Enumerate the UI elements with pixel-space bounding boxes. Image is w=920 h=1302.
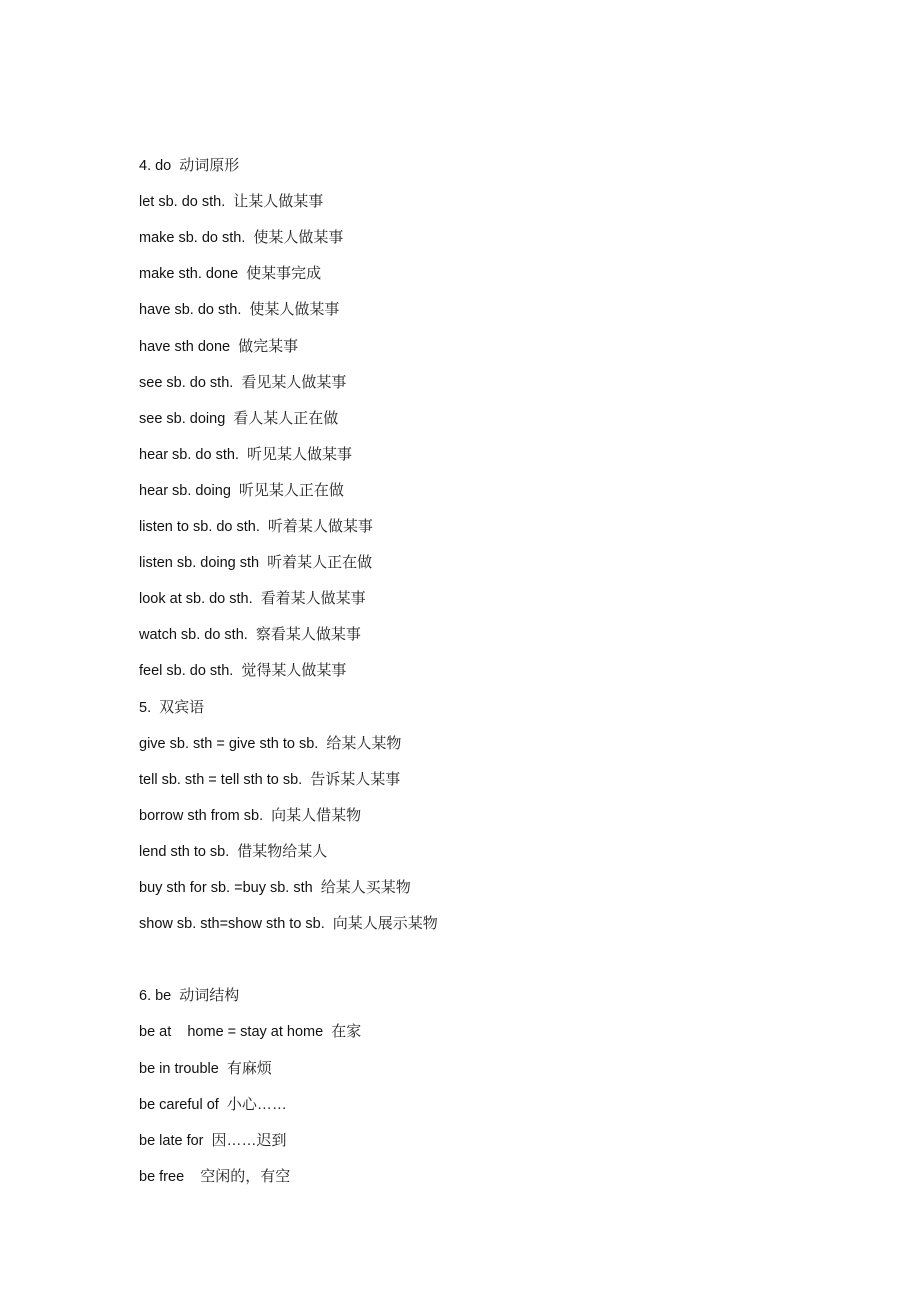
chinese-meaning: 使某事完成 [246,265,322,283]
english-phrase: let sb. do sth. [139,194,226,211]
phrase-line [139,156,239,176]
phrase-line [139,1095,287,1115]
phrase-line [139,806,361,826]
phrase-line [139,445,352,465]
chinese-meaning: 听见某人正在做 [238,481,344,499]
phrase-line [139,264,321,284]
phrase-line [139,517,373,537]
chinese-meaning: 小心…… [226,1095,287,1113]
english-phrase: be in trouble [139,1060,219,1077]
phrase-line [139,698,204,718]
chinese-meaning: 听着某人做某事 [267,518,373,535]
phrase-line [139,192,323,212]
chinese-meaning: 使某人做某事 [249,301,340,319]
chinese-meaning: 双宾语 [159,698,205,716]
phrase-line [139,481,344,501]
english-phrase: give sb. sth = give sth to sb. [139,735,319,752]
english-phrase: watch sb. do sth. [139,627,248,644]
chinese-meaning: 动词原形 [179,157,240,174]
chinese-meaning: 借某物给某人 [237,842,328,860]
phrase-line [139,878,411,898]
english-phrase: show sb. sth=show sth to sb. [139,916,325,933]
phrase-line [139,300,339,320]
phrase-line [139,553,372,573]
phrase-line [139,770,400,790]
phrase-line [139,1059,272,1079]
chinese-meaning: 给某人买某物 [320,879,411,896]
english-phrase: 6. be [139,988,172,1005]
chinese-meaning: 使某人做某事 [253,229,344,247]
english-phrase: buy sth for sb. =buy sb. sth [139,880,313,896]
phrase-line [139,228,343,248]
english-phrase: tell sb. sth = tell sth to sb. [139,771,303,788]
phrase-line [139,842,327,862]
chinese-meaning: 听见某人做某事 [246,445,352,463]
english-phrase: have sb. do sth. [139,302,242,319]
english-phrase: have sth done [139,338,231,355]
phrase-line [139,625,361,645]
english-phrase: be at home = stay at home [139,1024,324,1041]
english-phrase: be late for [139,1132,204,1149]
phrase-line [139,914,438,934]
chinese-meaning: 告诉某人某事 [310,770,401,788]
phrase-line [139,373,346,393]
phrase-line [139,734,401,754]
english-phrase: 5. [139,699,152,716]
chinese-meaning: 向某人借某物 [271,806,362,824]
chinese-meaning: 给某人某物 [326,734,402,752]
english-phrase: 4. do [139,158,172,174]
phrase-line [139,1131,287,1151]
chinese-meaning: 听着某人正在做 [267,554,373,572]
english-phrase: hear sb. doing [139,482,231,499]
english-phrase: be free [139,1168,193,1185]
english-phrase: feel sb. do sth. [139,663,234,680]
phrase-line [139,589,366,609]
chinese-meaning: 让某人做某事 [233,193,324,211]
english-phrase: hear sb. do sth. [139,446,239,463]
chinese-meaning: 做完某事 [238,337,299,355]
chinese-meaning: 看人某人正在做 [233,409,339,427]
phrase-line [139,1022,361,1042]
chinese-meaning: 察看某人做某事 [255,626,361,644]
chinese-meaning: 因……迟到 [211,1131,287,1149]
phrase-line [139,1167,290,1187]
chinese-meaning: 向某人展示某物 [332,915,438,933]
chinese-meaning: 在家 [331,1023,362,1041]
phrase-line [139,661,346,681]
chinese-meaning: 有麻烦 [226,1059,272,1077]
chinese-meaning: 觉得某人做某事 [241,662,347,680]
english-phrase: be careful of [139,1096,219,1113]
chinese-meaning: 看见某人做某事 [241,373,347,391]
chinese-meaning: 看着某人做某事 [260,590,366,608]
english-phrase: see sb. do sth. [139,374,234,391]
phrase-line [139,986,239,1006]
english-phrase: listen sb. doing sth [139,555,260,572]
english-phrase: see sb. doing [139,410,226,427]
phrase-line [139,409,338,429]
english-phrase: make sth. done [139,266,239,283]
english-phrase: lend sth to sb. [139,843,230,860]
phrase-line [139,337,298,357]
chinese-meaning: 空闲的，有空 [200,1167,291,1185]
english-phrase: make sb. do sth. [139,230,246,247]
english-phrase: borrow sth from sb. [139,807,264,824]
chinese-meaning: 动词结构 [179,987,240,1005]
english-phrase: look at sb. do sth. [139,591,253,608]
english-phrase: listen to sb. do sth. [139,519,260,535]
